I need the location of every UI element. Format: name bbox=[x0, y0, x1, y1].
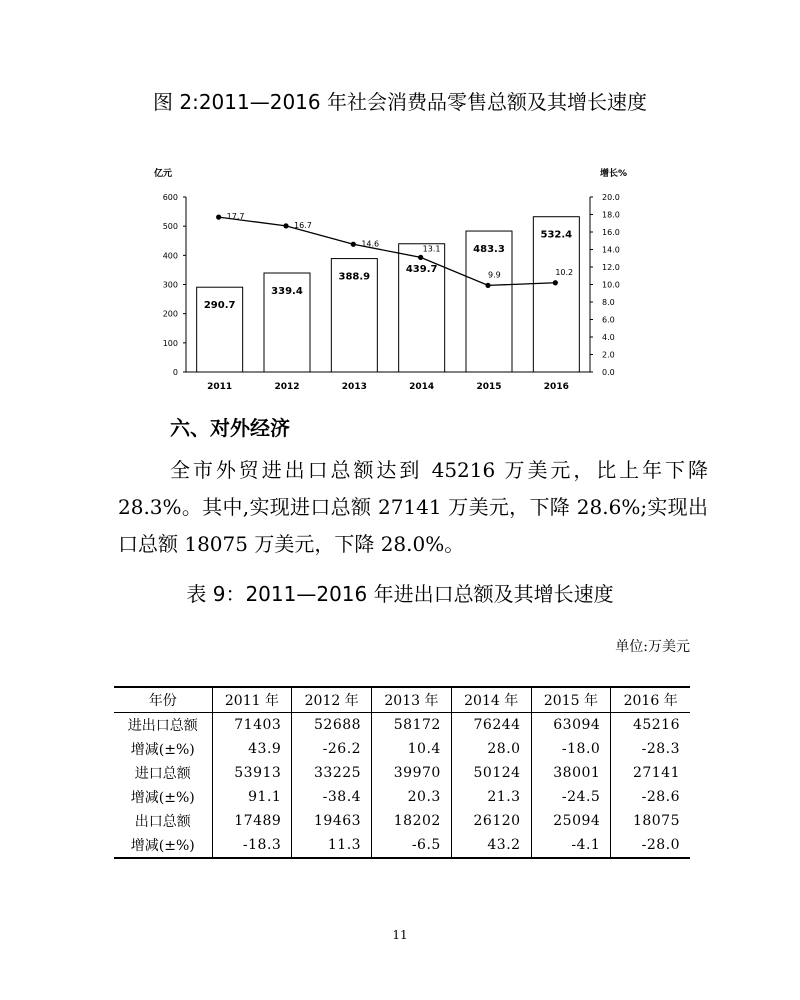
header-cell: 2015 年 bbox=[531, 687, 611, 713]
value-cell: 21.3 bbox=[451, 785, 531, 809]
right-tick-label: 10.0 bbox=[602, 280, 620, 290]
row-label-cell: 进出口总额 bbox=[127, 718, 198, 734]
growth-point bbox=[553, 280, 558, 285]
table-title: 表 9：2011—2016 年进出口总额及其增长速度 bbox=[186, 582, 614, 606]
right-tick-label: 14.0 bbox=[602, 245, 620, 255]
header-cell: 年份 bbox=[148, 693, 177, 709]
value-cell: -6.5 bbox=[372, 833, 452, 858]
value-cell: -28.0 bbox=[611, 833, 690, 858]
right-tick-label: 20.0 bbox=[602, 193, 620, 202]
growth-point bbox=[216, 215, 221, 220]
left-tick-label: 500 bbox=[162, 222, 178, 232]
value-cell: 11.3 bbox=[292, 833, 372, 858]
x-tick-label: 2011 bbox=[207, 382, 233, 392]
line-data-label: 16.7 bbox=[294, 220, 312, 230]
value-cell: 71403 bbox=[212, 713, 292, 738]
right-tick-label: 0.0 bbox=[602, 368, 615, 377]
table-unit: 单位:万美元 bbox=[615, 639, 690, 655]
value-cell: 26120 bbox=[451, 809, 531, 833]
x-tick-label: 2013 bbox=[341, 382, 367, 392]
table-row bbox=[114, 833, 690, 858]
left-tick-label: 100 bbox=[162, 338, 178, 348]
growth-point bbox=[283, 223, 288, 228]
value-cell: 39970 bbox=[372, 761, 452, 785]
row-label-cell: 出口总额 bbox=[134, 814, 191, 830]
value-cell: 52688 bbox=[292, 713, 372, 738]
value-cell: 28.0 bbox=[451, 737, 531, 761]
section-heading: 六、对外经济 bbox=[170, 416, 290, 440]
header-cell: 2012 年 bbox=[292, 687, 372, 713]
left-tick-label: 300 bbox=[162, 280, 178, 290]
retail-sales-chart bbox=[140, 160, 640, 405]
right-tick-label: 2.0 bbox=[602, 350, 615, 360]
x-tick-label: 2016 bbox=[543, 382, 569, 392]
row-label-cell: 进口总额 bbox=[134, 766, 191, 782]
line-data-label: 17.7 bbox=[226, 212, 245, 222]
value-cell: 20.3 bbox=[372, 785, 452, 809]
right-tick-label: 8.0 bbox=[602, 298, 615, 307]
x-tick-label: 2014 bbox=[409, 382, 435, 392]
value-cell: 45216 bbox=[611, 713, 690, 738]
left-axis-title: 亿元 bbox=[154, 169, 173, 179]
value-cell: 58172 bbox=[372, 713, 452, 738]
value-cell: 33225 bbox=[292, 761, 372, 785]
growth-point bbox=[351, 242, 356, 247]
x-tick-label: 2012 bbox=[274, 382, 300, 392]
value-cell: -38.4 bbox=[292, 785, 372, 809]
value-cell: -28.3 bbox=[611, 737, 690, 761]
value-cell: 10.4 bbox=[372, 737, 452, 761]
value-cell: -4.1 bbox=[531, 833, 611, 858]
line-data-label: 13.1 bbox=[422, 244, 441, 254]
table-row bbox=[114, 713, 690, 738]
value-cell: 63094 bbox=[531, 713, 611, 738]
right-tick-label: 18.0 bbox=[602, 210, 620, 220]
value-cell: -18.3 bbox=[212, 833, 292, 858]
bar-data-label: 290.7 bbox=[203, 300, 236, 312]
value-cell: 43.9 bbox=[212, 737, 292, 761]
figure-title: 图 2:2011—2016 年社会消费品零售总额及其增长速度 bbox=[153, 90, 647, 114]
trade-table bbox=[114, 686, 690, 859]
right-tick-label: 12.0 bbox=[602, 263, 620, 272]
right-tick-label: 6.0 bbox=[602, 315, 615, 325]
line-data-label: 10.2 bbox=[555, 267, 574, 277]
value-cell: 50124 bbox=[451, 761, 531, 785]
value-cell: 43.2 bbox=[451, 833, 531, 858]
header-cell: 2014 年 bbox=[451, 687, 531, 713]
value-cell: 38001 bbox=[531, 761, 611, 785]
bar-data-label: 532.4 bbox=[540, 229, 573, 241]
page-number: 11 bbox=[392, 928, 408, 942]
value-cell: 18202 bbox=[372, 809, 452, 833]
right-tick-label: 4.0 bbox=[602, 333, 615, 342]
line-data-label: 9.9 bbox=[488, 270, 501, 280]
left-tick-label: 0 bbox=[172, 368, 178, 377]
left-tick-label: 400 bbox=[162, 251, 178, 261]
bar-data-label: 388.9 bbox=[338, 271, 371, 283]
value-cell: 17489 bbox=[212, 809, 292, 833]
value-cell: -28.6 bbox=[611, 785, 690, 809]
left-tick-label: 600 bbox=[162, 193, 178, 202]
header-cell: 2011 年 bbox=[212, 687, 292, 713]
value-cell: 27141 bbox=[611, 761, 690, 785]
value-cell: 18075 bbox=[611, 809, 690, 833]
growth-point bbox=[485, 283, 490, 288]
value-cell: 25094 bbox=[531, 809, 611, 833]
table-row bbox=[114, 809, 690, 833]
table-row bbox=[114, 737, 690, 761]
value-cell: 19463 bbox=[292, 809, 372, 833]
foreign-trade-paragraph: 全市外贸进出口总额达到 45216 万美元，比上年下降 28.3%。其中,实现进口总额 27141 万美元，下降 28.6%;实现出口总额 18075 万美元，下降 28.0%。 bbox=[118, 458, 708, 556]
x-tick-label: 2015 bbox=[476, 382, 502, 392]
value-cell: -26.2 bbox=[292, 737, 372, 761]
value-cell: -24.5 bbox=[531, 785, 611, 809]
left-tick-label: 200 bbox=[162, 309, 178, 319]
table-header-row bbox=[114, 687, 690, 713]
bar-data-label: 339.4 bbox=[271, 286, 303, 298]
bar-data-label: 439.7 bbox=[405, 263, 438, 275]
right-axis-title: 增长% bbox=[600, 169, 628, 179]
row-label-cell: 增减(±%) bbox=[130, 838, 195, 854]
growth-point bbox=[418, 255, 423, 260]
line-data-label: 14.6 bbox=[361, 239, 380, 249]
table-row bbox=[114, 785, 690, 809]
table-row bbox=[114, 761, 690, 785]
row-label-cell: 增减(±%) bbox=[130, 790, 195, 806]
value-cell: 76244 bbox=[451, 713, 531, 738]
value-cell: 53913 bbox=[212, 761, 292, 785]
row-label-cell: 增减(±%) bbox=[130, 742, 195, 758]
header-cell: 2013 年 bbox=[372, 687, 452, 713]
bar-data-label: 483.3 bbox=[473, 244, 505, 256]
value-cell: 91.1 bbox=[212, 785, 292, 809]
header-cell: 2016 年 bbox=[611, 687, 690, 713]
right-tick-label: 16.0 bbox=[602, 228, 620, 237]
value-cell: -18.0 bbox=[531, 737, 611, 761]
